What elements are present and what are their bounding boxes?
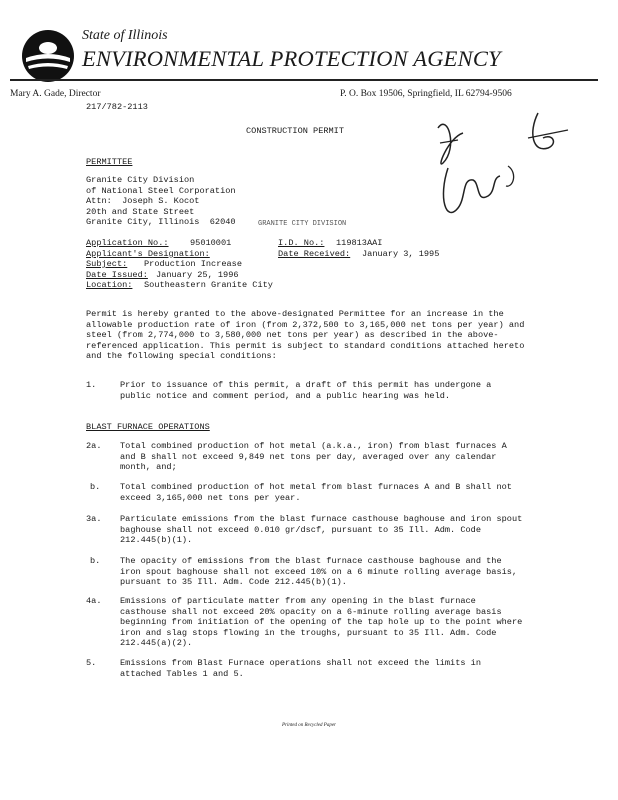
recycled-paper-footer: Printed on Recycled Paper (281, 723, 336, 728)
section-heading: BLAST FURNACE OPERATIONS (86, 422, 210, 432)
date-received-value: January 3, 1995 (362, 248, 440, 259)
date-issued-value: January 25, 1996 (156, 269, 239, 280)
condition-1-number: 1. (86, 380, 97, 390)
id-no-label: I.D. No.: (278, 238, 325, 248)
received-stamp: GRANITE CITY DIVISION (258, 220, 347, 228)
condition-number: b. (90, 482, 101, 492)
condition-text: Particulate emissions from the blast furnace casthouse baghouse and iron spout baghouse shall not exceed 0.010 gr/dscf, pursuant to 35 Ill. Adm. Code 212.445(b)(1). (120, 514, 523, 545)
intro-paragraph: Permit is hereby granted to the above-designated Permittee for an increase in the allowable production rate of iron (from 2,372,500 to 3,165,000 net tons per year) and steel (from 2,774,000 to 3,580,000 net tons per year) as described in the above-referenced application. This permit is subject to standard conditions attached hereto and the following special conditions: (86, 309, 525, 361)
condition-text: The opacity of emissions from the blast furnace casthouse baghouse and the iron spout baghouse shall not exceed 10% on a 6 minute rolling average basis, pursuant to 35 Ill. Adm. Code 212.445(b)(1). (120, 556, 518, 587)
permittee-line-4: 20th and State Street (86, 206, 195, 217)
permittee-label: PERMITTEE (86, 157, 133, 167)
illinois-epa-logo-icon (20, 28, 76, 84)
document-title: CONSTRUCTION PERMIT (246, 126, 344, 136)
condition-number: 3a. (86, 514, 102, 524)
condition-number: 5. (86, 658, 97, 668)
permittee-line-2: of National Steel Corporation (86, 185, 236, 196)
location-label: Location: (86, 280, 133, 290)
id-no-value: 119813AAI (336, 238, 383, 248)
condition-number: b. (90, 556, 101, 566)
permittee-line-3: Attn: Joseph S. Kocot (86, 196, 200, 206)
agency-name: ENVIRONMENTAL PROTECTION AGENCY (82, 46, 501, 71)
agency-phone: 217/782-2113 (86, 102, 148, 112)
condition-text: Total combined production of hot metal from blast furnaces A and B shall not exceed 3,165,000 net tons per year. (120, 482, 512, 503)
condition-number: 4a. (86, 596, 102, 606)
subject-label: Subject: (86, 259, 128, 269)
condition-text: Emissions from Blast Furnace operations shall not exceed the limits in attached Tables 1 and 5. (120, 658, 481, 679)
applicant-designation-label: Applicant's Designation: (86, 248, 210, 259)
date-issued-label: Date Issued: (86, 269, 148, 280)
state-name: State of Illinois (82, 28, 168, 43)
subject-value: Production Increase (144, 259, 242, 269)
date-received-label: Date Received: (278, 248, 351, 259)
application-no-label: Application No.: (86, 238, 169, 248)
permittee-line-1: Granite City Division (86, 175, 195, 185)
condition-number: 2a. (86, 441, 102, 451)
condition-text: Emissions of particulate matter from any opening in the blast furnace casthouse shall not exceed 20% opacity on a 6-minute rolling average basis beginning from initiation of the opening of the tap hole up to the point where iron and slag stops flowing in the troughs, pursuant to 35 Ill. Adm. Code 212.445(a)(2). (120, 596, 523, 648)
permittee-line-5: Granite City, Illinois 62040 (86, 217, 236, 227)
handwritten-signature-icon (418, 108, 578, 228)
location-value: Southeastern Granite City (144, 280, 273, 290)
agency-address: P. O. Box 19506, Springfield, IL 62794-9506 (340, 89, 512, 99)
application-no-value: 95010001 (190, 238, 232, 248)
condition-text: Total combined production of hot metal (a.k.a., iron) from blast furnaces A and B shall not exceed 9,849 net tons per day, averaged over any calendar month, and; (120, 441, 507, 472)
director-name: Mary A. Gade, Director (10, 89, 101, 99)
condition-1-text: Prior to issuance of this permit, a draft of this permit has undergone a public notice and comment period, and a public hearing was held. (120, 380, 492, 401)
header-rule (10, 79, 598, 81)
